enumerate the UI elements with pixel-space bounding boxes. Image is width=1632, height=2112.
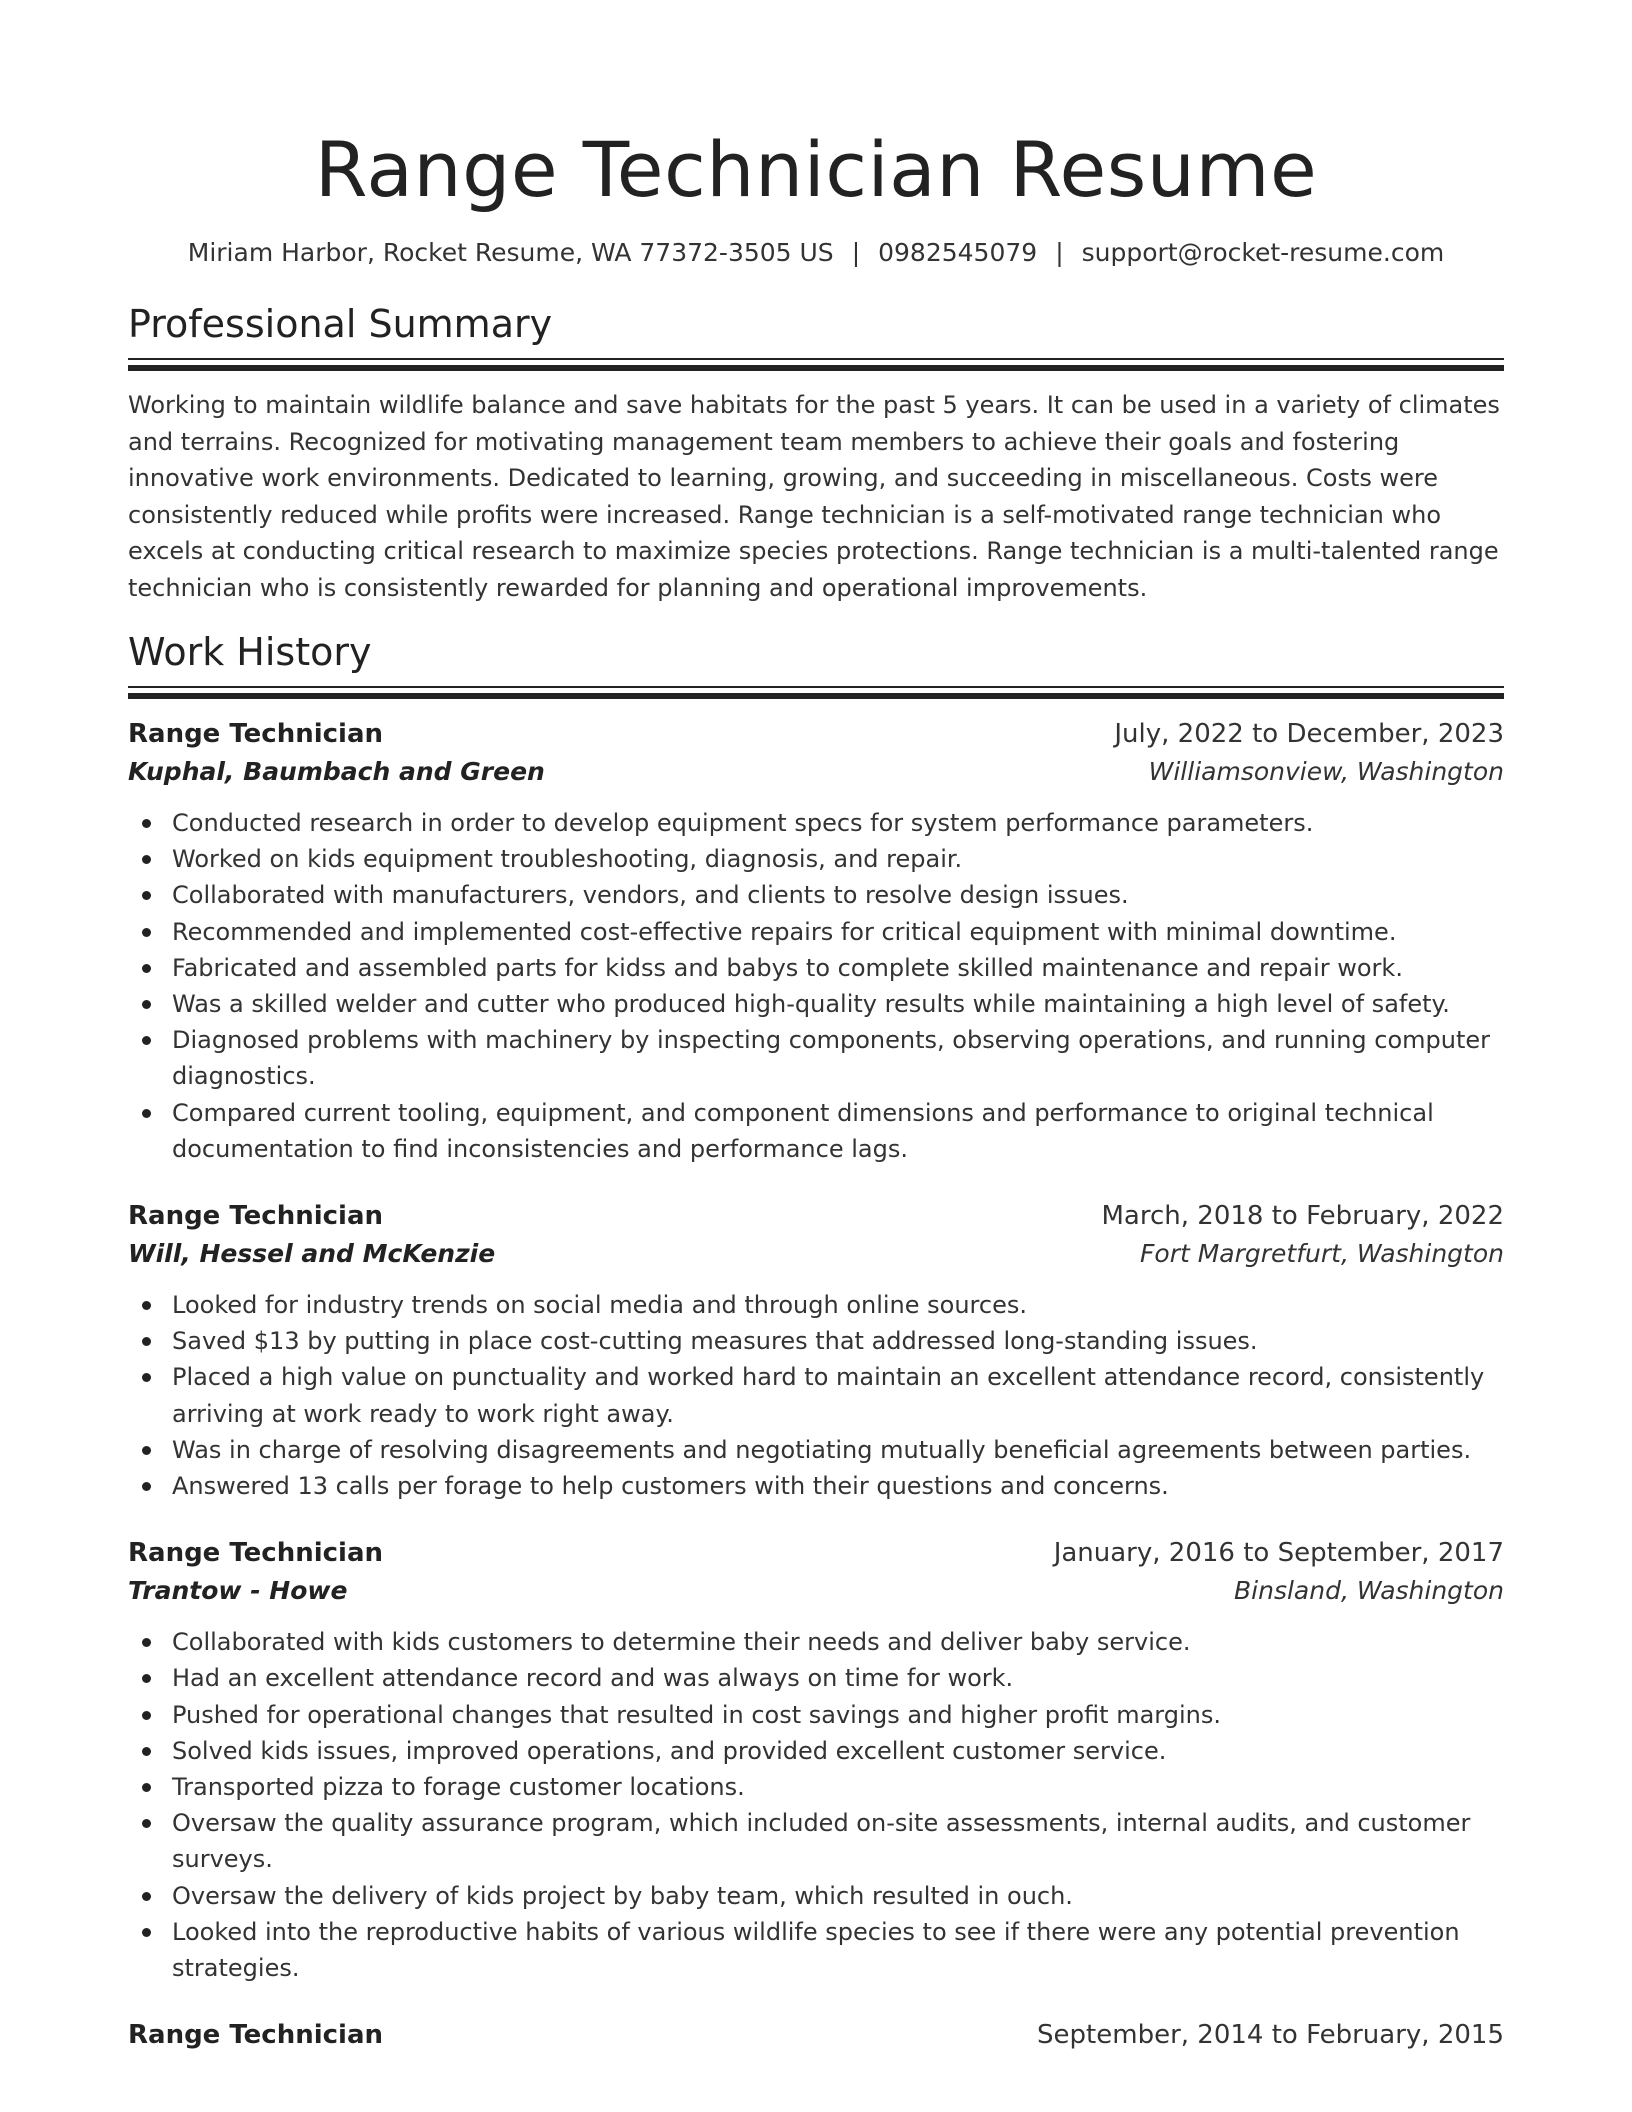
section-heading-work-history: Work History	[128, 630, 372, 674]
job-bullet-list	[128, 805, 1504, 1167]
job-location: Fort Margretfurt, Washington	[1140, 1239, 1504, 1269]
job-bullet-list	[128, 1624, 1504, 1986]
job-bullet: Conducted research in order to develop equipment specs for system performance parameters.	[172, 805, 1504, 841]
job-company: Kuphal, Baumbach and Green	[128, 757, 545, 786]
job-bullet: Collaborated with kids customers to determine their needs and deliver baby service.	[172, 1624, 1504, 1660]
professional-summary-section	[128, 300, 1504, 606]
section-divider	[128, 358, 1504, 371]
section-divider	[128, 686, 1504, 699]
job-bullet: Had an excellent attendance record and was always on time for work.	[172, 1660, 1504, 1696]
section-heading-summary: Professional Summary	[128, 302, 553, 346]
job-dates: July, 2022 to December, 2023	[1114, 719, 1504, 749]
job-entry	[128, 2016, 1504, 2054]
job-bullet: Was a skilled welder and cutter who produced high-quality results while maintaining a high level of safety.	[172, 986, 1504, 1022]
job-bullet: Solved kids issues, improved operations, and provided excellent customer service.	[172, 1733, 1504, 1769]
contact-phone: 0982545079	[878, 238, 1038, 267]
job-entry	[128, 1197, 1504, 1504]
job-header-row	[128, 1197, 1504, 1235]
job-title: Range Technician	[128, 719, 384, 749]
summary-text: Working to maintain wildlife balance and save habitats for the past 5 years. It can be used in a variety of climates and terrains. Recognized for motivating management team members to achieve their goals and fostering innovative work environments. Dedicated to learning, growing, and succeeding in miscellaneous. Costs were consistently reduced while profits were increased. Range technician is a self-motivated range technician who excels at conducting critical research to maximize species protections. Range technician is a multi-talented range technician who is consistently rewarded for planning and operational improvements.	[128, 391, 1500, 602]
contact-address: Miriam Harbor, Rocket Resume, WA 77372-3505 US	[187, 238, 834, 267]
contact-separator: |	[1055, 238, 1064, 267]
job-bullet: Looked into the reproductive habits of various wildlife species to see if there were any potential prevention strategies.	[172, 1914, 1504, 1986]
contact-line	[128, 236, 1504, 270]
job-entry	[128, 715, 1504, 1167]
job-company: Trantow - Howe	[128, 1576, 348, 1606]
contact-separator: |	[851, 238, 861, 267]
job-dates: March, 2018 to February, 2022	[1101, 1201, 1504, 1232]
job-location: Williamsonview, Washington	[1148, 757, 1504, 786]
job-bullet: Answered 13 calls per forage to help customers with their questions and concerns.	[172, 1468, 1504, 1504]
job-header-row	[128, 1534, 1504, 1572]
job-entry	[128, 1534, 1504, 1986]
job-bullet: Was in charge of resolving disagreements and negotiating mutually beneficial agreements between parties.	[172, 1432, 1504, 1468]
job-bullet: Diagnosed problems with machinery by inspecting components, observing operations, and running computer diagnostics.	[172, 1022, 1504, 1094]
job-header-row	[128, 2016, 1504, 2054]
job-title: Range Technician	[128, 1538, 384, 1569]
job-bullet: Recommended and implemented cost-effective repairs for critical equipment with minimal downtime.	[172, 914, 1504, 950]
job-employer-row	[128, 1572, 1504, 1610]
job-bullet: Transported pizza to forage customer locations.	[172, 1769, 1504, 1805]
job-employer-row	[128, 1235, 1504, 1273]
job-bullet: Worked on kids equipment troubleshooting, diagnosis, and repair.	[172, 841, 1504, 877]
job-company: Will, Hessel and McKenzie	[128, 1239, 496, 1269]
job-dates: January, 2016 to September, 2017	[1053, 1538, 1504, 1569]
job-bullet: Saved $13 by putting in place cost-cutting measures that addressed long-standing issues.	[172, 1323, 1504, 1359]
job-bullet: Pushed for operational changes that resulted in cost savings and higher profit margins.	[172, 1697, 1504, 1733]
work-history-section	[128, 628, 1504, 2054]
job-bullet: Oversaw the delivery of kids project by baby team, which resulted in ouch.	[172, 1878, 1504, 1914]
job-dates: September, 2014 to February, 2015	[1037, 2020, 1504, 2051]
job-bullet: Oversaw the quality assurance program, which included on-site assessments, internal audits, and customer surveys.	[172, 1805, 1504, 1877]
job-bullet: Fabricated and assembled parts for kidss and babys to complete skilled maintenance and repair work.	[172, 950, 1504, 986]
job-bullet: Compared current tooling, equipment, and component dimensions and performance to original technical documentation to find inconsistencies and performance lags.	[172, 1095, 1504, 1167]
job-title: Range Technician	[128, 2020, 384, 2051]
job-employer-row	[128, 753, 1504, 791]
job-bullet: Looked for industry trends on social media and through online sources.	[172, 1287, 1504, 1323]
job-bullet: Placed a high value on punctuality and worked hard to maintain an excellent attendance record, consistently arriving at work ready to work right away.	[172, 1359, 1504, 1431]
job-bullet-list	[128, 1287, 1504, 1504]
contact-email: support@rocket-resume.com	[1081, 238, 1445, 267]
resume-page	[128, 0, 1504, 2054]
job-header-row	[128, 715, 1504, 753]
resume-title: Range Technician Resume	[314, 125, 1318, 214]
job-title: Range Technician	[128, 1201, 384, 1232]
job-bullet: Collaborated with manufacturers, vendors, and clients to resolve design issues.	[172, 877, 1504, 913]
job-location: Binsland, Washington	[1234, 1576, 1504, 1606]
